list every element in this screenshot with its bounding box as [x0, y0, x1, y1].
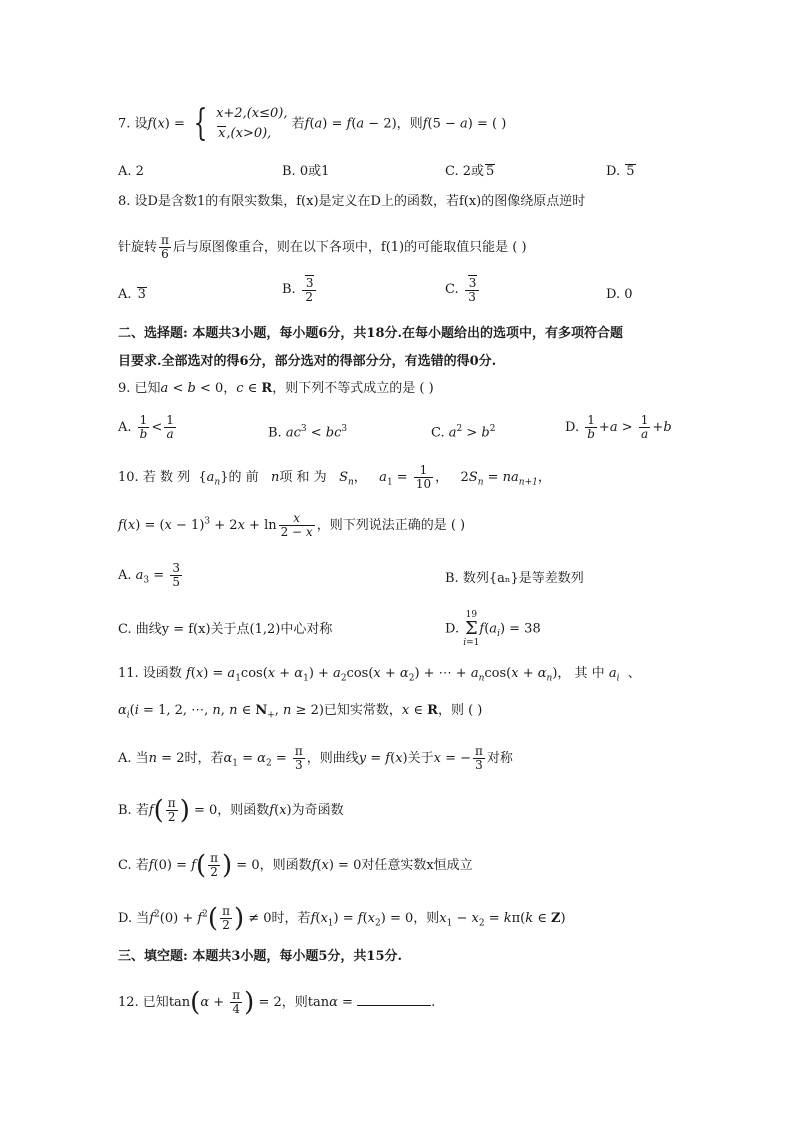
- q7-option-a[interactable]: A. 2: [118, 164, 144, 179]
- q11-option-c[interactable]: C. 若f(0) = f( $\frac{\pi}{2}$ ) = 0，则函数f(x) = 0对任意实数x恒成立: [118, 850, 473, 881]
- section-2-instructions: 目要求.全部选对的得6分，部分选对的得部分分，有选错的得0分.: [118, 354, 497, 369]
- q7-num: 7. 设: [118, 116, 148, 132]
- q10-option-d[interactable]: D. 19 Σ $i=1f(a_i) = 38$: [445, 610, 541, 648]
- q9-option-a[interactable]: A. $\frac{1}{b}$ < $\frac{1}{a}$: [118, 413, 174, 441]
- q10-option-c[interactable]: C. 曲线y = f(x)关于点(1,2)中心对称: [118, 622, 333, 637]
- section-3-heading: 三、填空题: 本题共3小题，每小题5分，共15分.: [118, 949, 403, 964]
- q10-option-b[interactable]: B. 数列{aₙ}是等差数列: [445, 571, 584, 586]
- q7-option-b[interactable]: B. 0或1: [282, 164, 330, 179]
- section-2-heading: 二、选择题: 本题共3小题，每小题6分，共18分.在每小题给出的选项中，有多项符合题: [118, 326, 624, 341]
- q7-option-d[interactable]: D. 5: [606, 164, 635, 179]
- question-10-line1: 10. 若 数 列 $\{a_n\}$的 前 n项 和 为 $S_n$， $a_1$ = $\frac{1}{10}$ ， $2S_n = na_{n+1}$，: [118, 463, 551, 491]
- q9-option-d[interactable]: D. $\frac{1}{b}$ +a > $\frac{1}{a}$ +b: [565, 413, 672, 441]
- question-11-line1: 11. 设函数 $f(x) = a_1\cos(x + \alpha_1) + a_2\cos(x + \alpha_2)$ + ⋯ + $a_n\cos(x + \alpha_n)$， 其 中 $a_i$ 、: [118, 666, 641, 684]
- question-11-line2: $\alpha_i(i = 1$, 2, ⋯, n, n ∈ $N_+$, n ≥ 2)已知实常数，x ∈ R，则 ( ): [118, 703, 483, 721]
- q7-cases: x+2,(x≤0), x,(x>0),: [216, 106, 288, 141]
- question-7: 7. 设f(x) = { x+2,(x≤0), x,(x>0), 若f(a) = f(a − 2)，则f(5 − a) = ( ): [118, 103, 507, 144]
- q8-option-b[interactable]: B. $\frac{3}{2}$: [282, 275, 318, 304]
- q8-option-d[interactable]: D. 0: [606, 287, 633, 302]
- q7-option-c[interactable]: C. 2或 5: [445, 164, 495, 179]
- q10-option-a[interactable]: A. $a_3$ = $\frac{3}{5}$: [118, 561, 180, 589]
- q9-option-c[interactable]: C. $a^2 > b^2$: [431, 424, 496, 441]
- q11-option-b[interactable]: B. 若f( $\frac{\pi}{2}$ ) = 0，则函数f(x)为奇函数: [118, 795, 344, 826]
- question-9: 9. 已知a < b < 0，c ∈ R，则下列不等式成立的是 ( ): [118, 381, 434, 396]
- q8-option-c[interactable]: C. $\frac{3}{3}$: [445, 275, 481, 304]
- question-10-line2: $f(x) = (x - 1)^3 + 2x + \ln$ $\frac{x}{2 - x}$ ，则下列说法正确的是 ( ): [118, 511, 466, 539]
- q11-option-a[interactable]: A. 当n = 2时，若$\alpha_1 = \alpha_2$ = $\frac{\pi}{3}$ ，则曲线y = f(x)关于x = − $\frac{\pi}{3}$ 对称: [118, 744, 513, 772]
- q9-option-b[interactable]: B. $ac^3 < bc^3$: [268, 424, 348, 441]
- q11-option-d[interactable]: D. 当$f^2(0) + f^2$( $\frac{\pi}{2}$ ) ≠ 0时，若$f(x_1) = f(x_2) = 0$，则$x_1 - x_2 = k\pi(k$ ∈ Z): [118, 903, 566, 934]
- question-12: 12. 已知tan(α + $\frac{\pi}{4}$ ) = 2，则tanα = .: [118, 987, 436, 1018]
- question-8-line2: 针旋转 $\frac{\pi}{6}$ 后与原图像重合，则在以下各项中，f(1)的可能取值只能是 ( ): [118, 233, 527, 261]
- q12-answer-blank[interactable]: [357, 993, 431, 1006]
- q8-option-a[interactable]: A. 3: [118, 287, 146, 302]
- question-8-line1: 8. 设D是含数1的有限实数集，f(x)是定义在D上的函数，若f(x)的图像绕原点逆时: [118, 194, 586, 209]
